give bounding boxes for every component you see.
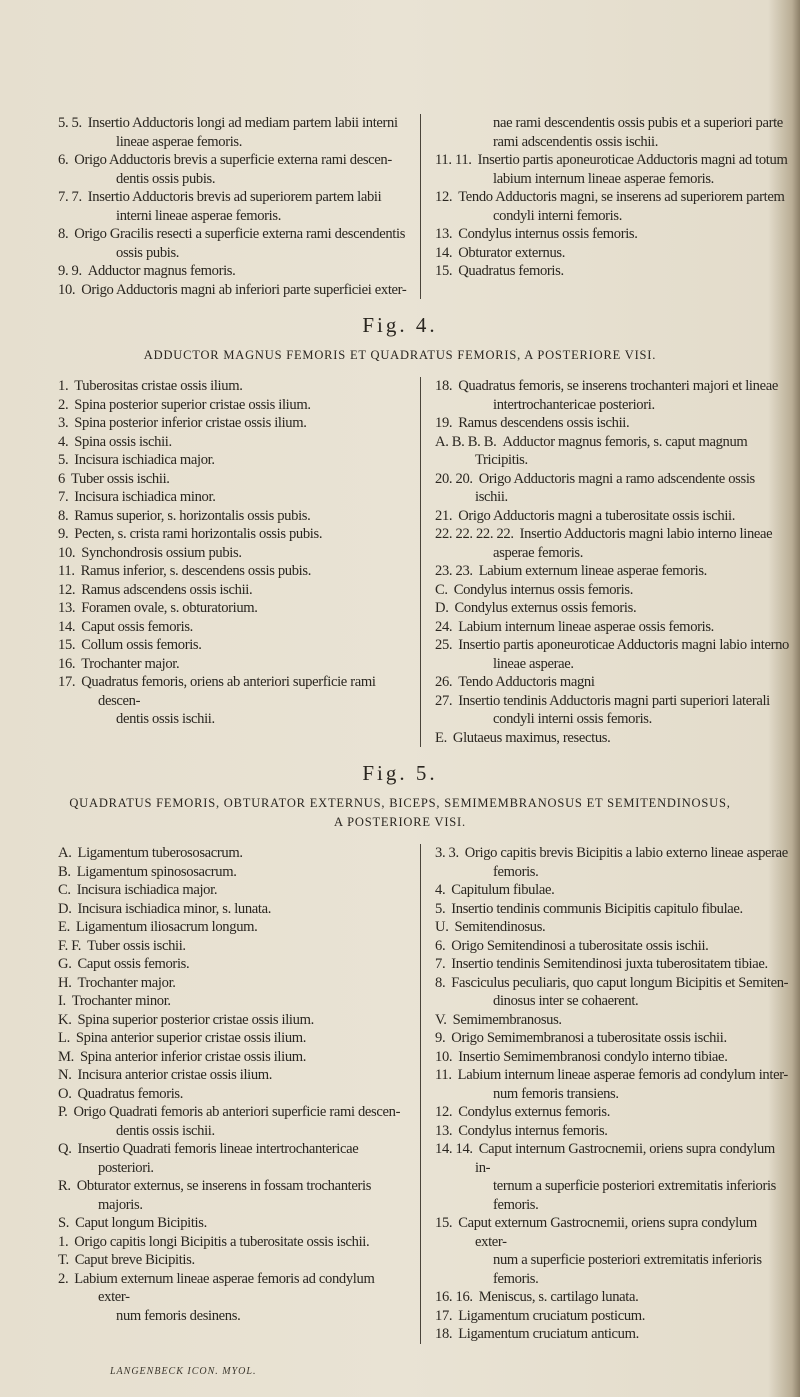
legend-item-number: 15. (58, 637, 76, 653)
legend-item-number: P. (58, 1104, 68, 1120)
legend-item-text: Spina superior posterior cristae ossis ilium. (77, 1011, 314, 1028)
legend-item (435, 1288, 790, 1307)
legend-item-number: Q. (58, 1141, 72, 1157)
legend-item (58, 1066, 408, 1085)
legend-item-continuation: num a superficie posteriori extremitatis inferioris femoris. (493, 1252, 762, 1287)
legend-item-number: H. (58, 974, 72, 991)
legend-item (435, 599, 790, 618)
legend-item (435, 1048, 790, 1067)
legend-item (58, 618, 408, 637)
legend-item-text: nae rami descendentis ossis pubis et a superiori parte (493, 115, 783, 131)
legend-item-number: C. (435, 581, 448, 598)
legend-item-number: 6 (58, 470, 65, 487)
legend-item (58, 433, 408, 452)
legend-item (58, 1103, 408, 1140)
legend-item-text: Spina ossis ischii. (74, 433, 172, 450)
legend-item-text: Caput longum Bicipitis. (75, 1215, 207, 1231)
legend-item (435, 918, 790, 937)
legend-item-text: Ramus inferior, s. descendens ossis pubis. (80, 563, 312, 579)
legend-item (435, 433, 790, 470)
legend-item-number: 16. 16. (435, 1289, 473, 1305)
legend-item-number: T. (58, 1252, 69, 1268)
spacer (0, 365, 800, 377)
legend-item-text: Ramus descendens ossis ischii. (458, 415, 630, 431)
legend-item-text: Incisura anterior cristae ossis ilium. (77, 1067, 273, 1083)
legend-item-text: Obturator externus, se inserens in fossam trochanteris majoris. (76, 1178, 372, 1213)
legend-item-number: 12. (435, 1104, 453, 1120)
legend-item-text: Incisura ischiadica major. (76, 882, 218, 898)
legend-item-text: Trochanter major. (81, 655, 180, 672)
legend-item-text: Condylus internus ossis femoris. (458, 226, 638, 242)
section-fig3-legend-continued (0, 114, 800, 299)
legend-item-number: 17. (58, 674, 76, 690)
legend-item-text: Insertio Semimembranosi condylo interno tibiae. (458, 1048, 728, 1065)
legend-item-text: Spina posterior inferior cristae ossis ilium. (74, 415, 307, 431)
legend-item-number: 22. 22. 22. 22. (435, 526, 514, 542)
legend-item (58, 525, 408, 544)
section-fig5-legend (0, 844, 800, 1344)
legend-item-text: Origo Adductoris brevis a superficie externa rami descen- (74, 152, 392, 168)
legend-item-text: Tuber ossis ischii. (70, 470, 170, 487)
legend-item-continuation: asperae femoris. (493, 544, 584, 561)
legend-item-text: Ligamentum iliosacrum longum. (75, 919, 258, 935)
legend-item-number: 10. (58, 544, 76, 561)
legend-item (58, 262, 408, 281)
legend-item-text: Obturator externus. (458, 244, 566, 261)
legend-item-number: F. F. (58, 937, 82, 954)
legend-item (435, 955, 790, 974)
legend-item (435, 1140, 790, 1214)
legend-item-text: Condylus internus ossis femoris. (453, 581, 634, 598)
legend-item-number: 18. (435, 378, 453, 394)
legend-item-text: Trochanter major. (77, 974, 176, 991)
legend-item (58, 488, 408, 507)
legend-item (435, 114, 790, 151)
legend-item (435, 507, 790, 526)
legend-item (58, 673, 408, 729)
legend-item-text: Meniscus, s. cartilago lunata. (478, 1289, 639, 1305)
legend-item-text: Origo capitis brevis Bicipitis a labio externo lineae asperae (464, 845, 788, 861)
legend-item-number: S. (58, 1215, 70, 1231)
legend-item (58, 1011, 408, 1030)
legend-item-text: Labium externum lineae asperae femoris ad condylum exter- (74, 1270, 375, 1305)
legend-item-text: Condylus externus femoris. (458, 1104, 611, 1120)
legend-item-number: N. (58, 1067, 72, 1083)
legend-item-number: K. (58, 1011, 72, 1028)
legend-item (58, 151, 408, 188)
legend-item-text: Origo Adductoris magni a tuberositate ossis ischii. (458, 507, 736, 524)
figure-heading-fig4: ADDUCTOR MAGNUS FEMORIS ET QUADRATUS FEMORIS, A POSTERIORE VISI. (143, 348, 657, 362)
legend-item (58, 900, 408, 919)
legend-item (435, 692, 790, 729)
legend-item-text: Spina anterior superior cristae ossis ilium. (75, 1030, 307, 1046)
legend-item-text: Origo capitis longi Bicipitis a tuberositate ossis ischii. (74, 1233, 370, 1250)
legend-item-number: 14. (58, 618, 76, 635)
legend-item (435, 244, 790, 263)
legend-item-number: 8. (435, 974, 446, 991)
legend-item (58, 1214, 408, 1233)
legend-item-text: Trochanter minor. (71, 993, 171, 1009)
legend-item-text: Spina posterior superior cristae ossis ilium. (74, 396, 311, 413)
legend-item-number: 1. (58, 1233, 69, 1250)
legend-item-text: Caput ossis femoris. (77, 956, 190, 972)
legend-item-text: Semimembranosus. (452, 1011, 562, 1028)
legend-item-text: Quadratus femoris. (458, 263, 564, 279)
legend-item-number: 13. (58, 600, 76, 616)
legend-item-number: 14. 14. (435, 1141, 473, 1157)
legend-column-right (420, 377, 790, 747)
legend-item-number: E. (58, 919, 70, 935)
legend-item-number: 19. (435, 415, 453, 431)
spacer (0, 832, 800, 844)
legend-item-text: Incisura ischiadica minor, s. lunata. (77, 900, 272, 917)
legend-item-number: 7. (58, 489, 69, 505)
legend-item-number: 6. (435, 937, 446, 954)
legend-item-continuation: intertrochantericae posteriori. (493, 396, 655, 413)
legend-item-continuation: labium internum lineae asperae femoris. (493, 170, 714, 187)
legend-item-text: Semitendinosus. (454, 919, 546, 935)
legend-item-continuation: num femoris transiens. (493, 1085, 619, 1102)
legend-item-number: 9. (435, 1030, 446, 1046)
legend-item-text: Tendo Adductoris magni, se inserens ad superiorem partem (458, 189, 785, 205)
legend-item-text: Adductor magnus femoris. (87, 263, 236, 279)
legend-item (435, 673, 790, 692)
legend-item (435, 377, 790, 414)
legend-item (435, 1307, 790, 1326)
legend-item-text: Ramus superior, s. horizontalis ossis pubis. (74, 507, 311, 524)
legend-item-text: Ligamentum spinososacrum. (76, 863, 237, 880)
legend-item (435, 188, 790, 225)
legend-item-number: 18. (435, 1326, 453, 1342)
legend-item (435, 525, 790, 562)
legend-item-number: 24. (435, 618, 453, 635)
legend-item-continuation: femoris. (493, 863, 539, 880)
legend-item (435, 881, 790, 900)
legend-item-text: Ligamentum cruciatum anticum. (458, 1326, 639, 1342)
legend-item (435, 414, 790, 433)
legend-item (58, 414, 408, 433)
legend-column-left (58, 844, 420, 1344)
legend-column-left (58, 377, 420, 747)
legend-item-text: Quadratus femoris. (77, 1085, 184, 1102)
legend-item-number: 11. (58, 563, 75, 579)
legend-item (58, 844, 408, 863)
legend-item (58, 470, 408, 489)
legend-item (58, 918, 408, 937)
legend-item-number: 13. (435, 1122, 453, 1139)
legend-item-text: Quadratus femoris, se inserens trochanteri majori et lineae (458, 378, 778, 394)
legend-item (58, 396, 408, 415)
legend-item-number: 10. (58, 281, 76, 298)
legend-item-number: O. (58, 1085, 72, 1102)
legend-item-continuation: lineae asperae femoris. (116, 133, 243, 150)
legend-item-text: Tendo Adductoris magni (458, 674, 595, 690)
legend-item (58, 1085, 408, 1104)
legend-item (435, 729, 790, 748)
legend-item-number: 10. (435, 1048, 453, 1065)
legend-item (435, 636, 790, 673)
legend-item-text: Incisura ischiadica major. (74, 452, 215, 468)
legend-item-continuation: dentis ossis ischii. (116, 711, 215, 727)
legend-item-text: Origo Gracilis resecti a superficie externa rami descendentis (74, 226, 406, 242)
legend-item-number: 3. 3. (435, 845, 459, 861)
figure-title-fig4: Fig. 4. (362, 313, 438, 337)
legend-item-text: Adductor magnus femoris, s. caput magnum Tricipitis. (475, 433, 748, 468)
legend-item-continuation: rami adscendentis ossis ischii. (493, 133, 659, 150)
legend-item-number: 5. (435, 900, 446, 917)
legend-item (58, 1029, 408, 1048)
legend-item (58, 599, 408, 618)
legend-item-text: Fasciculus peculiaris, quo caput longum Bicipitis et Semiten- (451, 974, 789, 991)
legend-item-text: Glutaeus maximus, resectus. (452, 729, 611, 746)
legend-item-number: 11. (435, 1067, 452, 1083)
legend-item-number: 5. (58, 452, 69, 468)
legend-item-text: Pecten, s. crista rami horizontalis ossis pubis. (74, 526, 323, 542)
legend-item (58, 1048, 408, 1067)
legend-item-number: 14. (435, 244, 453, 261)
legend-item-text: Insertio tendinis communis Bicipitis capitulo fibulae. (451, 900, 743, 917)
legend-item-continuation: dinosus inter se cohaerent. (493, 993, 639, 1009)
legend-item-continuation: ossis pubis. (116, 244, 180, 261)
legend-item (58, 1140, 408, 1177)
legend-item-number: 9. 9. (58, 263, 82, 279)
legend-item-number: 15. (435, 263, 453, 279)
legend-item (435, 974, 790, 1011)
legend-item (58, 881, 408, 900)
legend-item-text: Insertio Adductoris magni labio interno lineae (519, 526, 773, 542)
legend-item-number: 1. (58, 378, 69, 394)
legend-item-text: Tuberositas cristae ossis ilium. (74, 378, 243, 394)
legend-item (435, 1214, 790, 1288)
legend-item (435, 844, 790, 881)
legend-item (58, 955, 408, 974)
legend-item (435, 562, 790, 581)
legend-item-text: Insertio Quadrati femoris lineae intertrochantericae posteriori. (77, 1141, 359, 1176)
legend-item-text: Caput breve Bicipitis. (74, 1252, 195, 1268)
legend-item (58, 188, 408, 225)
legend-item-number: 13. (435, 226, 453, 242)
legend-item-number: 25. (435, 637, 453, 653)
legend-item-number: 11. 11. (435, 152, 472, 168)
legend-item-number: C. (58, 882, 71, 898)
legend-item (435, 581, 790, 600)
legend-item (58, 377, 408, 396)
legend-item (58, 636, 408, 655)
legend-item (435, 470, 790, 507)
figure-heading-fig5: QUADRATUS FEMORIS, OBTURATOR EXTERNUS, BICEPS, SEMIMEMBRANOSUS ET SEMITENDINOSUS, (69, 796, 731, 810)
legend-item-text: Collum ossis femoris. (81, 637, 202, 653)
legend-item-text: Origo Adductoris magni ab inferiori parte superficiei exter- (81, 281, 407, 298)
legend-item (435, 1011, 790, 1030)
legend-item-number: 17. (435, 1307, 453, 1324)
legend-item-text: Incisura ischiadica minor. (74, 489, 216, 505)
legend-item (435, 1325, 790, 1344)
legend-item-text: Insertio Adductoris brevis ad superiorem partem labii (87, 189, 382, 205)
legend-item (58, 974, 408, 993)
legend-item-continuation: num femoris desinens. (116, 1307, 241, 1324)
legend-item-number: 6. (58, 152, 69, 168)
legend-item-text: Origo Semimembranosi a tuberositate ossis ischii. (451, 1030, 727, 1046)
section-fig4-legend (0, 377, 800, 747)
legend-item (58, 992, 408, 1011)
legend-item-continuation: ternum a superficie posteriori extremitatis inferioris femoris. (493, 1178, 777, 1213)
legend-item-number: 7. 7. (58, 189, 82, 205)
legend-item (435, 937, 790, 956)
legend-item-number: 26. (435, 674, 453, 690)
legend-item (58, 1233, 408, 1252)
legend-item-text: Labium externum lineae asperae femoris. (478, 563, 707, 579)
legend-item-text: Tuber ossis ischii. (87, 937, 186, 954)
legend-item (58, 1251, 408, 1270)
legend-item-number: 9. (58, 526, 69, 542)
legend-item (435, 262, 790, 281)
legend-item (58, 281, 408, 300)
legend-item (435, 151, 790, 188)
legend-item-text: Origo Semitendinosi a tuberositate ossis ischii. (451, 937, 709, 954)
legend-item-number: 2. (58, 396, 69, 413)
legend-item-text: Insertio partis aponeuroticae Adductoris magni labio interno (458, 637, 789, 653)
legend-item (58, 863, 408, 882)
legend-column-right (420, 114, 790, 299)
legend-item-number: V. (435, 1011, 447, 1028)
legend-item-number: 3. (58, 415, 69, 431)
legend-item-number: A. (58, 845, 72, 861)
figure-title-fig5: Fig. 5. (362, 761, 438, 785)
legend-item-number: I. (58, 993, 66, 1009)
legend-item-text: Caput ossis femoris. (81, 618, 193, 635)
legend-item-continuation: lineae asperae. (493, 655, 574, 672)
legend-item-number: A. B. B. B. (435, 433, 497, 450)
legend-item-number: D. (435, 600, 449, 616)
page-footer: LANGENBECK ICON. MYOL. (110, 1365, 257, 1377)
legend-item-number: 12. (435, 189, 453, 205)
legend-item (58, 544, 408, 563)
legend-item-text: Synchondrosis ossium pubis. (81, 544, 242, 561)
legend-item-number: U. (435, 919, 449, 935)
legend-item (58, 937, 408, 956)
legend-item (58, 507, 408, 526)
legend-item-number: E. (435, 729, 447, 746)
legend-item-text: Labium internum lineae asperae ossis femoris. (458, 618, 714, 635)
legend-item (58, 1177, 408, 1214)
legend-item-continuation: condyli interni ossis femoris. (493, 711, 652, 727)
legend-item-number: D. (58, 900, 72, 917)
legend-item-number: 20. 20. (435, 470, 473, 487)
legend-item (435, 225, 790, 244)
legend-item-text: Caput internum Gastrocnemii, oriens supra condylum in- (475, 1141, 775, 1176)
legend-item-number: 23. 23. (435, 563, 473, 579)
legend-item-text: Capitulum fibulae. (451, 882, 555, 898)
legend-item-text: Origo Adductoris magni a ramo adscendente ossis ischii. (475, 470, 755, 505)
legend-item-text: Insertio partis aponeuroticae Adductoris magni ad totum (477, 152, 788, 168)
legend-item-number: M. (58, 1048, 74, 1065)
legend-item-text: Caput externum Gastrocnemii, oriens supra condylum exter- (458, 1215, 757, 1250)
legend-item (435, 1103, 790, 1122)
legend-item-number: 21. (435, 507, 453, 524)
legend-item-number: G. (58, 956, 72, 972)
legend-item-number: 2. (58, 1270, 69, 1287)
legend-item-number: 4. (58, 433, 69, 450)
legend-item-number: 12. (58, 581, 76, 598)
legend-item-number: 5. 5. (58, 115, 82, 131)
legend-item-text: Labium internum lineae asperae femoris ad condylum inter- (457, 1067, 788, 1083)
legend-item-text: Ligamentum tuberososacrum. (77, 845, 243, 861)
legend-item (58, 655, 408, 674)
legend-item-text: Insertio tendinis Adductoris magni parti superiori laterali (458, 692, 770, 709)
legend-item-continuation: dentis ossis pubis. (116, 170, 216, 187)
legend-item-continuation: condyli interni femoris. (493, 207, 622, 224)
legend-item-number: 8. (58, 226, 69, 242)
legend-item (435, 1066, 790, 1103)
legend-item-number: 16. (58, 655, 76, 672)
legend-item-text: Ramus adscendens ossis ischii. (81, 581, 253, 598)
legend-item-text: Insertio tendinis Semitendinosi juxta tuberositatem tibiae. (451, 956, 768, 972)
legend-item-number: 27. (435, 692, 453, 709)
legend-item (58, 451, 408, 470)
legend-item-continuation: dentis ossis ischii. (116, 1122, 215, 1139)
legend-item (58, 225, 408, 262)
legend-item (58, 562, 408, 581)
legend-item-text: Condylus externus ossis femoris. (454, 600, 637, 616)
legend-item (58, 581, 408, 600)
legend-item (435, 1029, 790, 1048)
legend-column-left (58, 114, 420, 299)
legend-item (435, 1122, 790, 1141)
legend-item-text: Insertio Adductoris longi ad mediam partem labii interni (87, 115, 398, 131)
legend-item (58, 114, 408, 151)
legend-item-text: Origo Quadrati femoris ab anteriori superficie rami descen- (73, 1104, 401, 1120)
legend-item-number: 7. (435, 956, 446, 972)
legend-item-number: B. (58, 863, 71, 880)
figure-subheading-fig5: A POSTERIORE VISI. (334, 815, 466, 829)
legend-item-number: 4. (435, 882, 446, 898)
legend-item-continuation: interni lineae asperae femoris. (116, 207, 282, 224)
legend-item (435, 618, 790, 637)
legend-item-text: Quadratus femoris, oriens ab anteriori superficie rami descen- (81, 674, 376, 709)
legend-item-number: R. (58, 1178, 71, 1194)
legend-item (435, 900, 790, 919)
legend-item-text: Foramen ovale, s. obturatorium. (81, 600, 258, 616)
legend-item-number: 8. (58, 507, 69, 524)
legend-item-text: Condylus internus femoris. (458, 1122, 608, 1139)
legend-column-right (420, 844, 790, 1344)
legend-item-number: 15. (435, 1215, 453, 1231)
legend-item-text: Spina anterior inferior cristae ossis ilium. (79, 1048, 307, 1065)
legend-item-number: L. (58, 1030, 70, 1046)
legend-item-text: Ligamentum cruciatum posticum. (458, 1307, 646, 1324)
legend-item (58, 1270, 408, 1326)
